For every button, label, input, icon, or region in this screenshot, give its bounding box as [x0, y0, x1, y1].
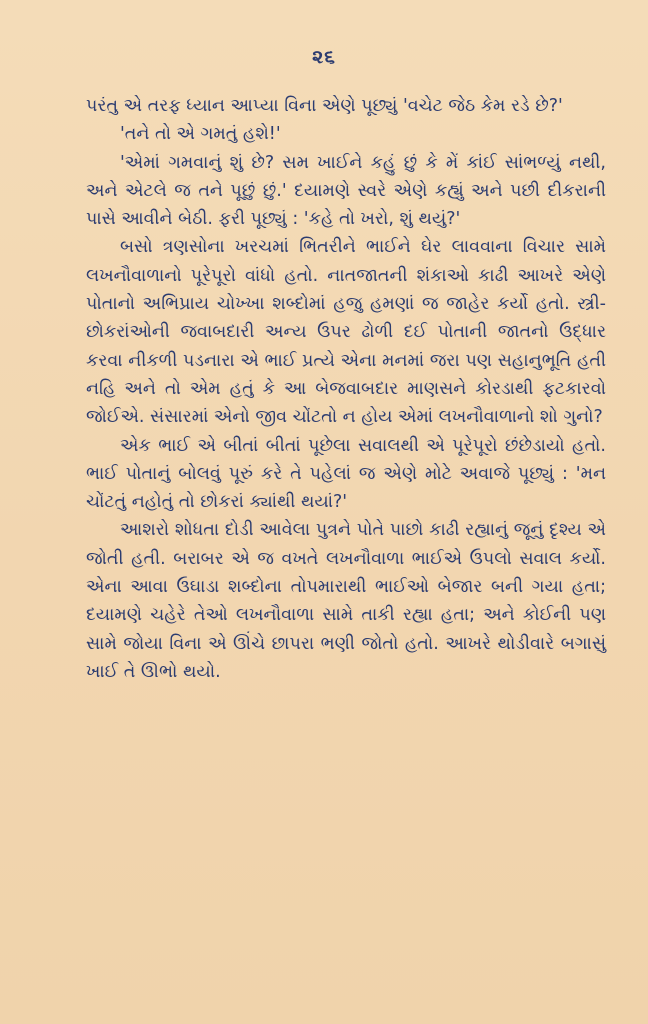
- paragraph: એક ભાઈ એ બીતાં બીતાં પૂછેલા સવાલથી એ પૂરેપૂરો છંછેડાયો હતો. ભાઈ પોતાનું બોલવું પૂરું કરે તે પહેલાં જ એણે મોટે અવાજે પૂછ્યું : 'મન ચોંટતું નહોતું તો છોકરાં ક્યાંથી થયાં?': [86, 435, 606, 513]
- paragraph: 'એમાં ગમવાનું શું છે? સમ ખાઈને કહું છું કે મેં કાંઈ સાંભળ્યું નથી, અને એટલે જ તને પૂછું છું.' દયામણે સ્વરે એણે કહ્યું અને પછી દીકરાની પાસે આવીને બેઠી. ફરી પૂછ્યું : 'કહે તો ખરો, શું થયું?': [86, 152, 606, 230]
- paragraph: પરંતુ એ તરફ ધ્યાન આપ્યા વિના એણે પૂછ્યું 'વચેટ જેઠ કેમ રડે છે?': [86, 96, 563, 116]
- paragraph: આશરો શોધતા દોડી આવેલા પુત્રને પોતે પાછો કાઢી રહ્યાનું જૂનું દૃશ્ય એ જોતી હતી. બરાબર એ જ વખતે લખનૌવાળા ભાઈએ ઉપલો સવાલ કર્યો. એના આવા ઉઘાડા શબ્દોના તોપમારાથી ભાઈઓ બેજાર બની ગયા હતા; દયામણે ચહેરે તેઓ લખનૌવાળા સામે તાકી રહ્યા હતા; અને કોઈની પણ સામે જોયા વિના એ ઊંચે છાપરા ભણી જોતો હતો. આખરે થોડીવારે બગાસું ખાઈ તે ઊભો થયો.: [86, 520, 606, 682]
- paragraph: 'તને તો એ ગમતું હશે!': [120, 124, 281, 145]
- page-body: [86, 92, 606, 686]
- paragraph: બસો ત્રણસોના ખરચમાં ભિતરીને ભાઈને ઘેર લાવવાના વિચાર સામે લખનૌવાળાનો પૂરેપૂરો વાંધો હતો. નાતજાતની શંકાઓ કાઢી આખરે એણે પોતાનો અભિપ્રાય ચોખ્ખા શબ્દોમાં હજુ હમણાં જ જાહેર કર્યો હતો. સ્ત્રી-છોકરાંઓની જવાબદારી અન્ય ઉપર ઢોળી દઈ પોતાની જાતનો ઉદ્ધાર કરવા નીકળી પડનારા એ ભાઈ પ્રત્યે એના મનમાં જરા પણ સહાનુભૂતિ હતી નહિ અને તો એમ હતું કે આ બેજવાબદાર માણસને કોરડાથી ફટકારવો જોઈએ. સંસારમાં એનો જીવ ચોંટતો ન હોય એમાં લખનૌવાળાનો શો ગુનો?: [86, 237, 606, 428]
- page-number: ૨૬: [312, 46, 336, 68]
